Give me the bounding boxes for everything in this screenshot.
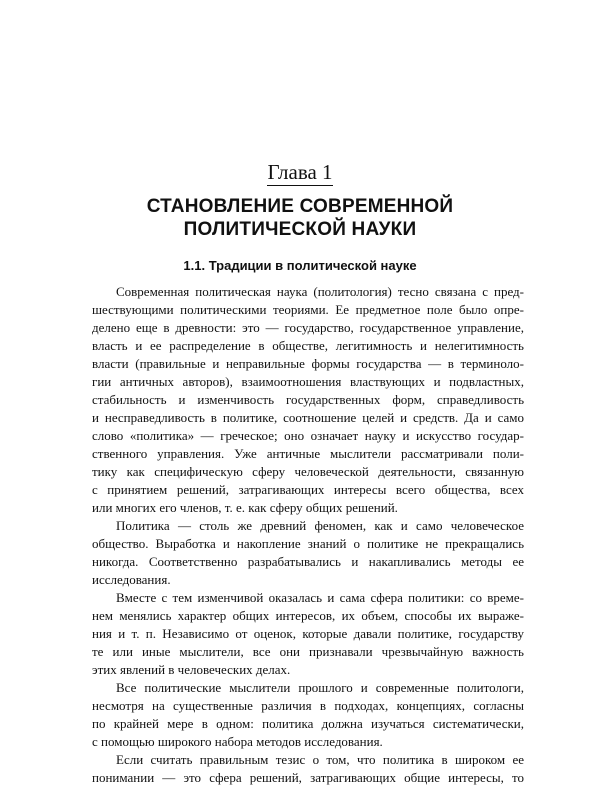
paragraph-line: те или иные мыслители, все они признавали чрезвычайную важность [92,644,524,659]
paragraph-line: нем менялись характер общих интересов, их объем, способы их выраже- [92,608,524,623]
paragraph-line: ния и т. п. Независимо от оценок, которые давали политике, государству [92,626,524,641]
chapter-label [0,160,600,184]
paragraph-line: понимании — это сфера решений, затрагивающих общие интересы, то [92,770,524,785]
paragraph-line: Все политические мыслители прошлого и современные политологи, [116,680,524,695]
paragraph-line: делено еще в древности: это — государство, государственное управление, [92,320,524,335]
section-title: 1.1. Традиции в политической науке [183,258,417,273]
paragraph-line: ственного управления. Уже античные мыслители рассматривали поли- [92,446,524,461]
paragraph [92,589,524,679]
body-text [92,283,524,787]
paragraph-line: власти (правильные и неправильные формы государства — в терминоло- [92,356,524,371]
paragraph-line: слово «политика» — греческое; оно означает науку и искусство государ- [92,428,524,443]
paragraph-line: тику как специфическую сферу человеческой деятельности, связанную [92,464,524,479]
chapter-title [0,195,600,241]
paragraph-line: по крайней мере в одном: политика должна изучаться систематически, [92,716,524,731]
paragraph-line: Вместе с тем изменчивой оказалась и сама сфера политики: со време- [116,590,524,605]
paragraph-line: власть и ее распределение в обществе, легитимность и нелегитимность [92,338,524,353]
paragraph-line: несмотря на существенные различия в подходах, концепциях, согласны [92,698,524,713]
paragraph-line: с принятием решений, затрагивающих интересы всего общества, всех [92,482,524,497]
paragraph [92,679,524,751]
paragraph-line: гии античных авторов), взаимоотношения властвующих и подвластных, [92,374,524,389]
paragraph-line: этих явлений в человеческих делах. [92,662,291,677]
paragraph-line: никогда. Соответственно разрабатывались и накапливались методы ее [92,554,524,569]
paragraph-line: с помощью широкого набора методов исследования. [92,734,383,749]
paragraph-line: Если считать правильным тезис о том, что политика в широком ее [116,752,524,767]
chapter-title-line: СТАНОВЛЕНИЕ СОВРЕМЕННОЙ [146,196,454,217]
paragraph-line: стабильность и изменчивость государственных форм, справедливость [92,392,524,407]
paragraph [92,751,524,787]
paragraph-line: шествующими политическими теориями. Ее предметное поле было опре- [92,302,524,317]
paragraph [92,517,524,589]
paragraph-line: Политика — столь же древний феномен, как и само человеческое [116,518,524,533]
paragraph-line: исследования. [92,572,171,587]
paragraph [92,283,524,517]
chapter-label-text: Глава 1 [267,160,333,184]
paragraph-line: общество. Выработка и накопление знаний о политике не прекращались [92,536,524,551]
paragraph-line: или многих его членов, т. е. как сферу общих решений. [92,500,398,515]
paragraph-line: и несправедливость в политике, соотношение целей и средств. Да и само [92,410,524,425]
chapter-title-line: ПОЛИТИЧЕСКОЙ НАУКИ [183,219,417,240]
paragraph-line: Современная политическая наука (политология) тесно связана с пред- [116,284,524,299]
